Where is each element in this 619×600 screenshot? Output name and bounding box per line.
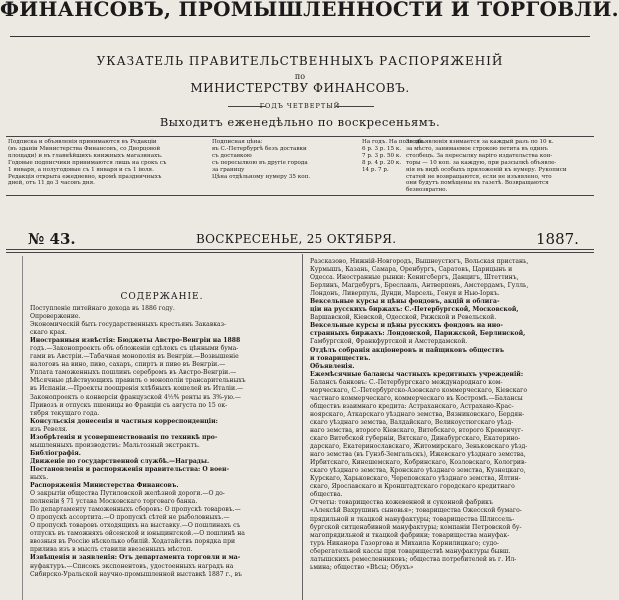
column-divider — [302, 254, 303, 600]
subtitle-po: по — [294, 72, 306, 81]
toc-title: СОДЕРЖАНІЕ. — [120, 292, 204, 302]
weekly-note: Выходитъ еженедѣльно по воскресеньямъ. — [159, 115, 441, 129]
advertising-info: За объявленія взимается за каждый разъ по 10 к. за мѣсто, занимаемое строкою петита въ одинъ столбецъ. За пересылку варіго издательства кон- торы — 10 коп. за каждую, при разсылкѣ объявле- нія въ видѣ особыхъ приложеній къ нумеру. Рукописи статей не возвращаются, если не изъявлено, что они будутъ помѣщены въ газетѣ. Возвращаются безвозвратно. — [406, 139, 567, 194]
year-label: ГОДЪ ЧЕТВЕРТЫЙ — [259, 102, 341, 110]
issue-year: 1887. — [536, 230, 579, 248]
subscription-info: Подписка и объявленія принимаются въ Редакціи (въ зданіи Министерства Финансовъ, со Дворцовой площади) и въ главнѣйшихъ книжныхъ магазинахъ. Годовые подписчики принимаются лишь на срокъ съ 1 января, а полугодовые съ 1 января и съ 1 іюля. Редакція открыта ежедневно, кромѣ праздничныхъ дней, отъ 11 до 3 часовъ дня. — [8, 139, 167, 187]
subscription-prices: Подписная цѣна: въ С.-Петербургѣ безъ доставки съ доставкою съ пересылкою въ другіе города за границу Цѣна отдѣльному нумеру 35 коп. — [212, 139, 311, 180]
subtitle: УКАЗАТЕЛЬ ПРАВИТЕЛЬСТВЕННЫХЪ РАСПОРЯЖЕНІЙ — [96, 54, 504, 68]
subscription-price-values: На годъ. На полгода. 6 р. 3 р. 15 к. 7 р. 3 р. 50 к. 8 р. 4 р. 20 к. 14 р. 7 р. — [362, 139, 425, 173]
issue-date: ВОСКРЕСЕНЬЕ, 25 ОКТЯБРЯ. — [196, 232, 397, 246]
masthead-rule — [10, 36, 590, 37]
subscription-rule-bottom — [6, 195, 594, 196]
issue-number: № 43. — [28, 230, 76, 248]
year-rule-right — [336, 106, 374, 107]
masthead-title: ФИНАНСОВЪ, ПРОМЫШЛЕННОСТИ И ТОРГОВЛИ. — [0, 0, 619, 21]
issue-rule-top — [6, 249, 594, 250]
ministry-title: МИНИСТЕРСТВУ ФИНАНСОВЪ. — [190, 81, 410, 95]
toc-border — [22, 256, 23, 600]
toc-right-column: Разсказово, Нижній-Новгородъ, Вышнеустюгъ, Вольская пристань, Курмышъ, Казань, Самара, Оренбургъ, Саратовъ, Царицынъ и Одесса. Иностранные рынки: Кенигсбергъ, Данцигъ, Штеттинъ, Берлинъ, Магдебургъ, Бреславль, Антверпенъ, Амстердамъ, Гулль, Лондонъ, Ливерпуль, Дунди, Марсель, Генуя и Нью-Іоркъ. Вексельные курсы и цѣны фондовъ, акцій и облига- ціи на русскихъ биржахъ: С.-Петербургской, Московской, Варшавской, Кіевской, Одесской, Рижской и Ревельской. Вексельные курсы и цѣны русскихъ фондовъ на ино- странныхъ биржахъ: Лондонской, Парижской, Берлинской, Гамбургской, Франкфуртской и Амстердамской. Отдѣлъ собранія акціонеровъ и пайщиковъ обществъ и товариществъ. Объявленія. Ежемѣсячные балансы частныхъ кредитныхъ учрежденій: Балансъ банковъ: С.-Петербургскаго международнаго ком- мерческаго, С.-Петербургско-Азовскаго коммерческаго, Кіевскаго частнаго коммерческаго, коммерческаго въ Костромѣ.—Балансы обществъ взаимнаго кредита: Астраханскаго, Астрахано-Крас- ноярскаго, Аткарскаго уѣзднаго земства, Вязниковскаго, Бердян- скаго уѣзднаго земства, Валдайскаго, Великоустюгскаго уѣзд- наго земства, второго Кіевскаго, Витебскаго, второго Кременчуг- скаго Витебской губерніи, Вятскаго, Динабургскаго, Екатерино- дарскаго, Екатеринославскаго, Житомирскаго, Зеньковскаго уѣзд- наго земства (въ Гунзб-Земгальскъ), Ижевскаго уѣзднаго земства, Ирбитскаго, Кинешемскаго, Кобринскаго, Козловскаго, Кологрив- скаго уѣзднаго земства, Кронскаго уѣзднаго земства, Кузнецкаго, Курскаго, Харьковскаго, Череповскаго уѣзднаго земства, Ялтин- скаго, Ярославскаго и Кронштадтскаго городскаго кредитнаго общества. Отчеты: товарищества кожевенной и суконной фабрикъ «Алексѣй Вахрушинъ сыновья»; товарищества Ожесской бумаго- прядильной и ткацкой мануфактуры; товарищества Шлиссель- бургской ситценабивной мануфактуры; компаніи Петровской бу- магопрядильной и ткацкой фабрики; товарищества мануфак- туръ Никанора Газоргова и Михаила Корнилицкаго; судо- сберегательной кассы при товариществѣ мануфактуры бывш. латышскихъ ремесленниковъ; общества потребителей въ г. Ил- ьмина; общество «Вѣсы; Обухъ» — [310, 258, 529, 571]
issue-rule-bottom — [6, 252, 594, 253]
toc-left-column: Поступленіе питейнаго дохода въ 1886 году. Опровержение. Экономическій быть государственныхъ крестьянъ Закавказ- скаго края. Иностранныя извѣстія: Бюджеты Австро-Венгріи на 1888 годъ.—Законопроекть объ обложеніи сдѣлокъ съ цѣнными бума- гами въ Австріи.—Табачная монополія въ Венгріи.—Возвышеніе налоговъ на вино, пиво, сахаръ, спиртъ и пиво въ Венгріи.— Уплата таможенныхъ пошлинъ серебромъ въ Австро-Венгріи.— Мѣсячные дѣйствующихъ правилъ о монополіи трансарительныхъ въ Испаніи.—Проекты поощренія хлѣбныхъ кошелей въ Италіи.— Законопроекть о конверсіи французской 4½% ренты въ 3%-ую.— Привозъ и отпускъ пшеницы во Франціи съ августа по 15 ок- тября текущаго года. Консульскія донесенія и частныя корреспонденціи: изъ Ревеля. Изобрѣтенія и усовершенствованія по техникѣ про- мышленныхъ производствъ: Мальтозный экстрактъ. Библіографія. Движеніе по государственной службѣ.—Награды. Постановленія и распоряженія правительства: О воен- ныхъ. Распоряженія Министерства Финансовъ. О закрытіи общества Путиловской желѣзной дороги.—О до- полненіи § 71 устава Московскаго торговаго банка. По департаменту таможенныхъ сборовъ: О пропускѣ товаровъ.— О пропускѣ ассортита.—О пропускѣ сѣтей не рыболовныхъ.— О пропускѣ товаровъ отходящихъ на выставку.—О пошлинахъ съ отпускъ въ таможняхъ ойсенской и юныцингской.—О пошлинѣ на ввозныя въ Россію нѣсколько обилій. Ходатайствъ порядка при прилива изъ в мыслъ ставили ввезенныхъ мѣстоп. Извѣщенія и заявленія: Отъ департамента торговли и ма- нуфактуръ.—Списокъ экспонентовъ, удостоенныхъ наградъ на Сибирско-Уральской научно-промышленной выставкѣ 1887 г., въ — [30, 305, 246, 578]
subscription-rule-top — [6, 136, 594, 137]
